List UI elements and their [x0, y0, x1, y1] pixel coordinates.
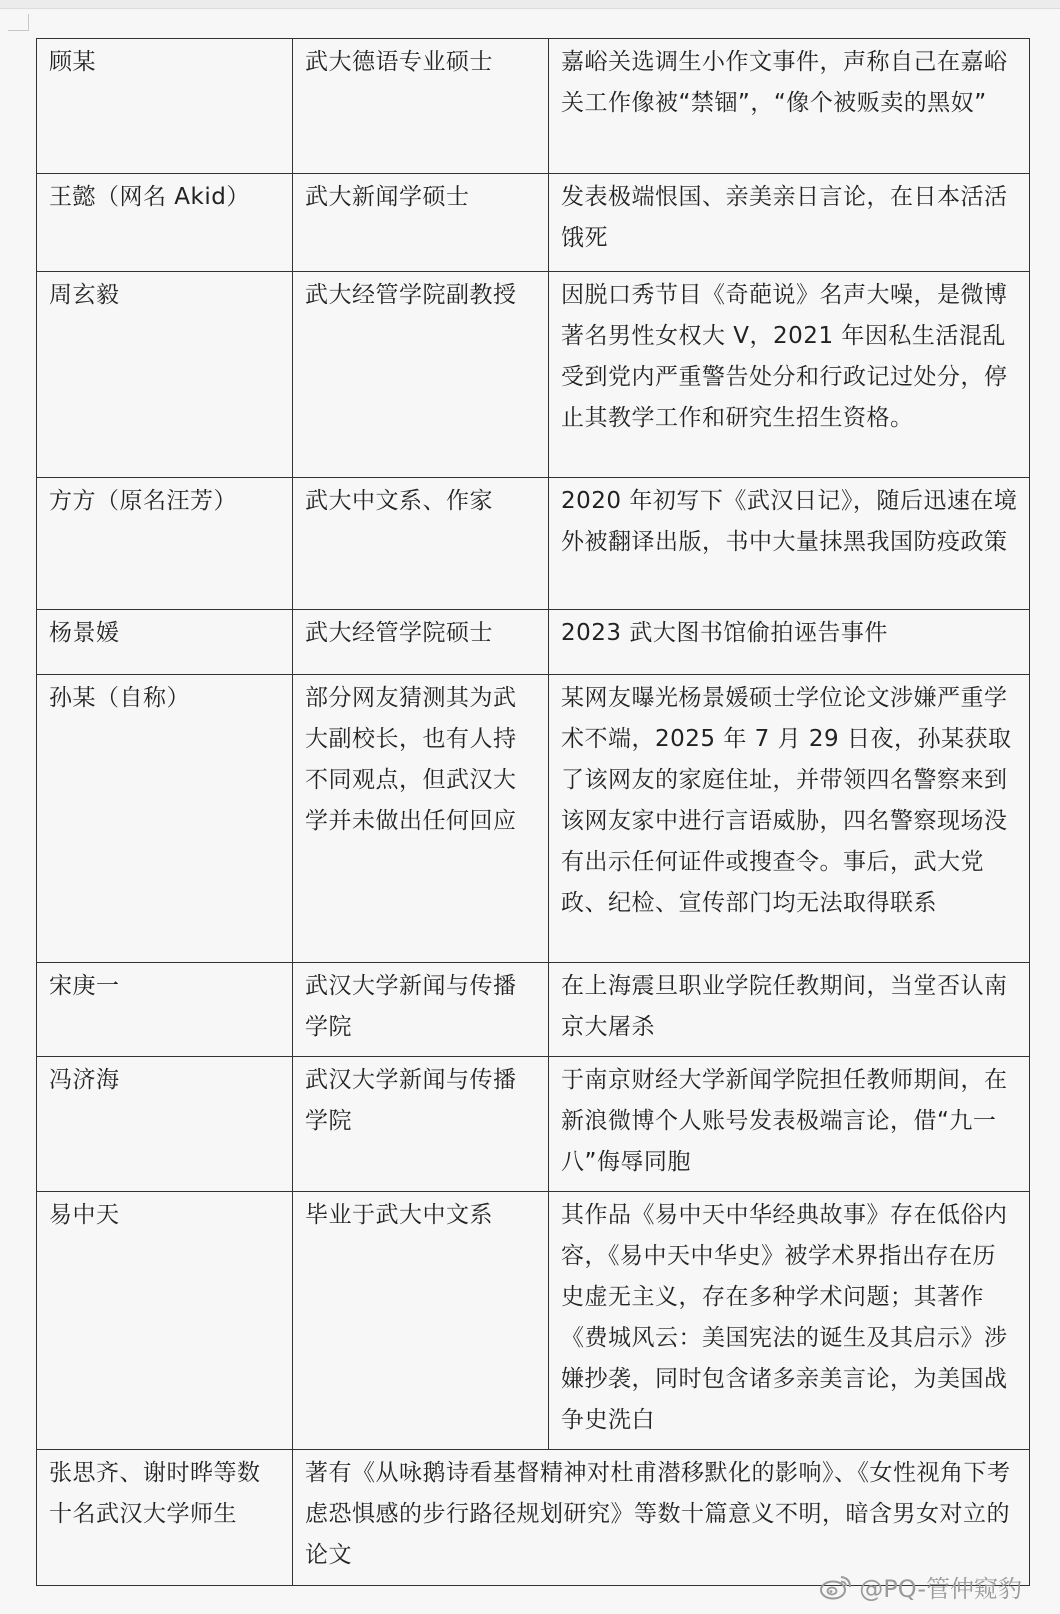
cell-name: 周玄毅	[37, 272, 293, 478]
table-row	[37, 1450, 1030, 1586]
cell-name: 冯济海	[37, 1057, 293, 1192]
table-row	[37, 39, 1030, 174]
page-top-edge	[0, 0, 1060, 9]
cell-identity: 武汉大学新闻与传播学院	[293, 1057, 549, 1192]
cell-name: 张思齐、谢时晔等数十名武汉大学师生	[37, 1450, 293, 1586]
cell-event: 在上海震旦职业学院任教期间，当堂否认南京大屠杀	[549, 963, 1030, 1057]
watermark-text: @PQ-管仲窥豹	[859, 1575, 1022, 1603]
cell-identity: 毕业于武大中文系	[293, 1192, 549, 1450]
cell-identity: 武大经管学院副教授	[293, 272, 549, 478]
weibo-icon	[819, 1573, 853, 1601]
table-row	[37, 963, 1030, 1057]
cell-event: 嘉峪关选调生小作文事件，声称自己在嘉峪关工作像被“禁锢”，“像个被贩卖的黑奴”	[549, 39, 1030, 174]
cell-identity: 武汉大学新闻与传播学院	[293, 963, 549, 1057]
cell-event: 2023 武大图书馆偷拍诬告事件	[549, 610, 1030, 675]
cell-name: 顾某	[37, 39, 293, 174]
cell-identity: 武大经管学院硕士	[293, 610, 549, 675]
cell-event: 发表极端恨国、亲美亲日言论，在日本活活饿死	[549, 174, 1030, 272]
cell-identity: 武大中文系、作家	[293, 478, 549, 610]
cell-name: 易中天	[37, 1192, 293, 1450]
cell-identity: 武大德语专业硕士	[293, 39, 549, 174]
table-row	[37, 610, 1030, 675]
cell-name: 方方（原名汪芳）	[37, 478, 293, 610]
table-row	[37, 174, 1030, 272]
table-row	[37, 1057, 1030, 1192]
table-row	[37, 478, 1030, 610]
cell-identity: 武大新闻学硕士	[293, 174, 549, 272]
cell-event: 因脱口秀节目《奇葩说》名声大噪，是微博著名男性女权大 V，2021 年因私生活混乱受到党内严重警告处分和行政记过处分，停止其教学工作和研究生招生资格。	[549, 272, 1030, 478]
table-row	[37, 1192, 1030, 1450]
cell-name: 杨景媛	[37, 610, 293, 675]
cell-event: 2020 年初写下《武汉日记》，随后迅速在境外被翻译出版，书中大量抹黑我国防疫政策	[549, 478, 1030, 610]
cell-merged-description: 著有《从咏鹅诗看基督精神对杜甫潜移默化的影响》、《女性视角下考虑恐惧感的步行路径规划研究》等数十篇意义不明，暗含男女对立的论文	[293, 1450, 1030, 1586]
table-row	[37, 675, 1030, 963]
cell-identity: 部分网友猜测其为武大副校长，也有人持不同观点，但武汉大学并未做出任何回应	[293, 675, 549, 963]
cell-event: 其作品《易中天中华经典故事》存在低俗内容，《易中天中华史》被学术界指出存在历史虚无主义，存在多种学术问题；其著作《费城风云：美国宪法的诞生及其启示》涉嫌抄袭，同时包含诸多亲美言论，为美国战争史洗白	[549, 1192, 1030, 1450]
cell-name: 孙某（自称）	[37, 675, 293, 963]
cell-name: 王懿（网名 Akid）	[37, 174, 293, 272]
table-row	[37, 272, 1030, 478]
info-table	[36, 38, 1030, 1586]
cell-event: 于南京财经大学新闻学院担任教师期间，在新浪微博个人账号发表极端言论，借“九一八”侮辱同胞	[549, 1057, 1030, 1192]
cell-name: 宋庚一	[37, 963, 293, 1057]
page-corner-mark	[8, 14, 29, 31]
watermark	[819, 1569, 1022, 1604]
cell-event: 某网友曝光杨景媛硕士学位论文涉嫌严重学术不端，2025 年 7 月 29 日夜，孙某获取了该网友的家庭住址，并带领四名警察来到该网友家中进行言语威胁，四名警察现场没有出示任何证件或搜查令。事后，武大党政、纪检、宣传部门均无法取得联系	[549, 675, 1030, 963]
